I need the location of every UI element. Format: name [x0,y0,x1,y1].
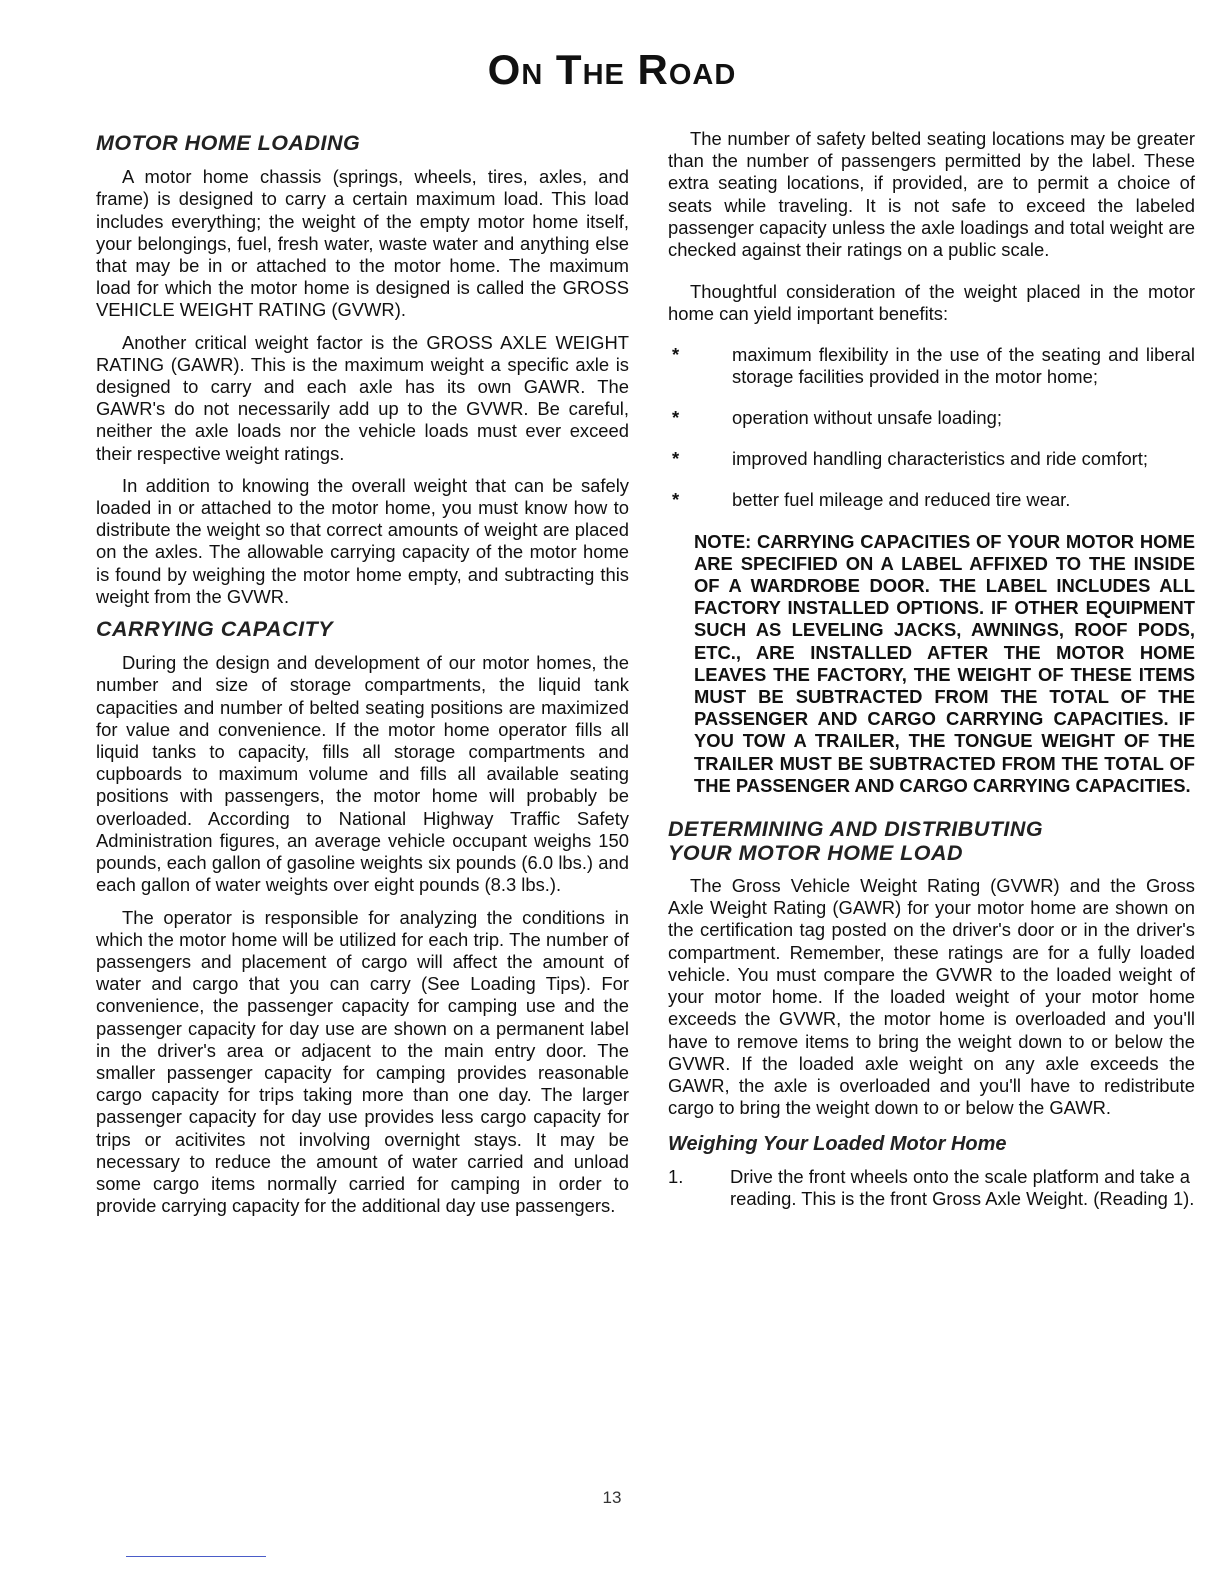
footer-rule [126,1556,266,1557]
paragraph: In addition to knowing the overall weight that can be safely loaded in or attached to the motor home, you must know how to distribute the weight so that correct amounts of weight are placed on the axles. The allowable carrying capacity of the motor home is found by weighing the motor home empty, and subtracting this weight from the GVWR. [96,474,629,607]
bullet-icon: * [672,448,680,470]
list-item: 1. Drive the front wheels onto the scale platform and take a reading. This is the front Gross Axle Weight. (Reading 1). [668,1165,1195,1209]
paragraph: Another critical weight factor is the GROSS AXLE WEIGHT RATING (GAWR). This is the maximum weight a specific axle is designed to carry and each axle has its own GAWR. The GAWR's do not necessarily add up to the GVWR. Be careful, neither the axle loads nor the vehicle loads must ever exceed their respective weight ratings. [96,331,629,464]
paragraph: Thoughtful consideration of the weight placed in the motor home can yield important benefits: [668,281,1195,325]
page-title: On The Road [487,46,737,93]
bullet-icon: * [672,343,680,365]
page-number: 13 [602,1488,622,1507]
right-column [668,128,1195,1210]
paragraph: The Gross Vehicle Weight Rating (GVWR) and the Gross Axle Weight Rating (GAWR) for your motor home are shown on the certification tag posted on the driver's door or in the driver's compartment. Remember, these ratings are for a fully loaded vehicle. You must compare the GVWR to the loaded weight of your motor home. If the loaded weight of your motor home exceeds the GVWR, the motor home is overloaded and you'll have to remove items to bring the weight down to or below the GVWR. If the loaded axle weight on any axle exceeds the GAWR, the axle is overloaded and you'll have to redistribute cargo to bring the weight down to or below the GAWR. [668,875,1195,1119]
list-item: * operation without unsafe loading; [672,407,1002,429]
section-heading-weighing: Weighing Your Loaded Motor Home [668,1133,1007,1156]
paragraph: The operator is responsible for analyzing the conditions in which the motor home will be utilized for each trip. The number of passengers and placement of cargo will affect the amount of water and cargo that you can carry (See Loading Tips). For convenience, the passenger capacity for camping use and the passenger capacity for day use are shown on a permanent label in the driver's area or adjacent to the main entry door. The smaller passenger capacity for camping provides reasonable cargo capacity for trips taking more than one day. The larger passenger capacity for day use provides less cargo capacity for trips or acitivites not involving overnight stays. It may be necessary to reduce the amount of water carried and unload some cargo items normally carried for camping in order to provide carrying capacity for the additional day use passengers. [96,906,629,1217]
paragraph: The number of safety belted seating locations may be greater than the number of passengers permitted by the label. These extra seating locations, if provided, are to permit a choice of seats while traveling. It is not safe to exceed the labeled passenger capacity unless the axle loadings and total weight are checked against their ratings on a public scale. [668,128,1195,261]
section-heading-carrying-capacity: CARRYING CAPACITY [96,617,334,642]
list-item: * better fuel mileage and reduced tire wear. [672,489,1071,511]
section-heading-motor-home-loading: MOTOR HOME LOADING [96,131,361,155]
list-item: * maximum flexibility in the use of the seating and liberal storage facilities provided in the motor home; [672,343,1195,387]
paragraph: A motor home chassis (springs, wheels, tires, axles, and frame) is designed to carry a certain maximum load. This load includes everything; the weight of the empty motor home itself, your belongings, fuel, fresh water, waste water and anything else that may be in or attached to the motor home. The maximum load for which the motor home is designed is called the GROSS VEHICLE WEIGHT RATING (GVWR). [96,166,629,321]
bullet-icon: * [672,489,680,511]
step-number: 1. [668,1165,684,1187]
left-column [96,128,629,1227]
note-box: NOTE: CARRYING CAPACITIES OF YOUR MOTOR HOME ARE SPECIFIED ON A LABEL AFFIXED TO THE INSIDE OF A WARDROBE DOOR. THE LABEL INCLUDES ALL FACTORY INSTALLED OPTIONS. IF OTHER EQUIPMENT SUCH AS LEVELING JACKS, AWNINGS, ROOF PODS, ETC., ARE INSTALLED AFTER THE MOTOR HOME LEAVES THE FACTORY, THE WEIGHT OF THESE ITEMS MUST BE SUBTRACTED FROM THE TOTAL OF THE PASSENGER AND CARGO CARRYING CAPACITIES. IF YOU TOW A TRAILER, THE TONGUE WEIGHT OF THE TRAILER MUST BE SUBTRACTED FROM THE TOTAL OF THE PASSENGER AND CARGO CARRYING CAPACITIES. [694,530,1195,796]
section-heading-determining: DETERMINING AND DISTRIBUTING YOUR MOTOR HOME LOAD [668,817,1044,866]
steps-list [668,1166,1195,1210]
benefits-list [668,344,1195,512]
list-item: * improved handling characteristics and ride comfort; [672,448,1149,470]
bullet-icon: * [672,407,680,429]
paragraph: During the design and development of our motor homes, the number and size of storage compartments, the liquid tank capacities and number of belted seating positions are maximized for value and convenience. If the motor home operator fills all liquid tanks to capacity, fills all storage compartments and cupboards to maximum volume and fills all available seating positions with passengers, the motor home will probably be overloaded. According to National Highway Traffic Safety Administration figures, an average vehicle occupant weighs 150 pounds, each gallon of gasoline weights six pounds (6.0 lbs.) and each gallon of water weights over eight pounds (8.3 lbs.). [96,652,629,896]
